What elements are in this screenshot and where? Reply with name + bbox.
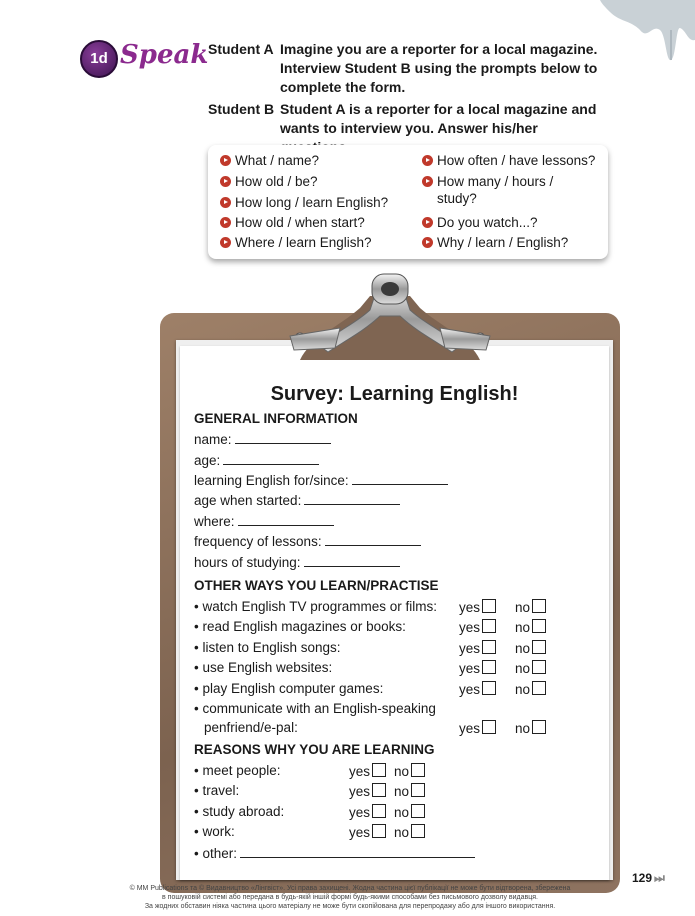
bullet-arrow-icon: [422, 237, 433, 248]
yes-checkbox[interactable]: yes: [459, 660, 496, 676]
paint-drip-decoration: [600, 0, 695, 70]
no-checkbox[interactable]: no: [515, 681, 546, 697]
yes-checkbox[interactable]: yes: [459, 640, 496, 656]
reason-item: • travel:: [194, 783, 240, 798]
reason-item: • meet people:: [194, 763, 281, 778]
no-checkbox[interactable]: no: [515, 720, 546, 736]
other-reason-field[interactable]: • other:: [194, 845, 475, 861]
next-arrows-icon: ⏭: [654, 871, 665, 885]
hours-of-studying-field[interactable]: hours of studying:: [194, 554, 400, 570]
student-a-label: Student A: [208, 41, 274, 57]
section-title: Speak: [120, 40, 209, 70]
other-way-item: • use English websites:: [194, 660, 333, 675]
no-checkbox[interactable]: no: [515, 599, 546, 615]
no-checkbox[interactable]: no: [394, 783, 425, 799]
other-way-item: • play English computer games:: [194, 681, 384, 696]
bullet-arrow-icon: [220, 155, 231, 166]
prompts-box: What / name? How old / be? How long / learn English? How old / when start? Where / learn English? How often / have lessons? How many / hours / study? Do you watch...? Why / learn / English?: [208, 145, 608, 259]
student-a-text-line3: complete the form.: [280, 79, 406, 95]
page-number: 129 ⏭: [632, 871, 665, 885]
frequency-of-lessons-field[interactable]: frequency of lessons:: [194, 533, 421, 549]
student-a-text-line1: Imagine you are a reporter for a local magazine.: [280, 41, 598, 57]
reasons-heading: REASONS WHY YOU ARE LEARNING: [194, 742, 435, 757]
no-checkbox[interactable]: no: [394, 824, 425, 840]
other-way-item: • listen to English songs:: [194, 640, 341, 655]
student-a-text-line2: Interview Student B using the prompts below to: [280, 60, 598, 76]
general-information-heading: GENERAL INFORMATION: [194, 411, 358, 426]
student-b-instructions: [208, 100, 608, 140]
yes-checkbox[interactable]: yes: [349, 824, 386, 840]
no-checkbox[interactable]: no: [515, 660, 546, 676]
bullet-arrow-icon: [220, 217, 231, 228]
other-ways-heading: OTHER WAYS YOU LEARN/PRACTISE: [194, 578, 439, 593]
no-checkbox[interactable]: no: [515, 619, 546, 635]
age-when-started-field[interactable]: age when started:: [194, 492, 400, 508]
other-way-item: • communicate with an English-speaking: [194, 701, 436, 716]
yes-checkbox[interactable]: yes: [459, 599, 496, 615]
other-way-item: • read English magazines or books:: [194, 619, 406, 634]
where-field[interactable]: where:: [194, 513, 334, 529]
student-b-label: Student B: [208, 101, 275, 117]
student-b-text-line2: wants to interview you. Answer his/her: [280, 120, 538, 136]
student-a-instructions: [208, 40, 608, 100]
no-checkbox[interactable]: no: [394, 804, 425, 820]
age-field[interactable]: age:: [194, 452, 319, 468]
yes-checkbox[interactable]: yes: [349, 783, 386, 799]
yes-checkbox[interactable]: yes: [459, 681, 496, 697]
copyright-footer: © MM Publications та © Видавництво «Лінгвіст». Усі права захищені. Жодна частина цієї публікації не може бути відтворена, збережена в пошуковій системі або передана в будь-якій іншій формі будь-якими способами без письмового дозволу видавця. За жодних обставин ніяка частина цього матеріалу не може бути скопійована для перепродажу або для іншого використання.: [129, 885, 571, 910]
bullet-arrow-icon: [422, 176, 433, 187]
bullet-arrow-icon: [220, 237, 231, 248]
yes-checkbox[interactable]: yes: [459, 720, 496, 736]
yes-checkbox[interactable]: yes: [349, 763, 386, 779]
unit-badge: 1d: [80, 40, 118, 78]
survey-title: Survey: Learning English!: [270, 383, 519, 405]
student-b-text-line1: Student A is a reporter for a local magazine and: [280, 101, 597, 117]
reason-item: • work:: [194, 824, 235, 839]
reason-item: • study abroad:: [194, 804, 285, 819]
yes-checkbox[interactable]: yes: [459, 619, 496, 635]
learning-english-since-field[interactable]: learning English for/since:: [194, 472, 448, 488]
bullet-arrow-icon: [220, 176, 231, 187]
no-checkbox[interactable]: no: [394, 763, 425, 779]
other-way-item: • watch English TV programmes or films:: [194, 599, 438, 614]
no-checkbox[interactable]: no: [515, 640, 546, 656]
name-field[interactable]: name:: [194, 431, 331, 447]
other-way-item-continued: penfriend/e-pal:: [204, 720, 298, 735]
bullet-arrow-icon: [220, 197, 231, 208]
bullet-arrow-icon: [422, 155, 433, 166]
clipboard-clip-icon: [280, 268, 500, 362]
yes-checkbox[interactable]: yes: [349, 804, 386, 820]
bullet-arrow-icon: [422, 217, 433, 228]
